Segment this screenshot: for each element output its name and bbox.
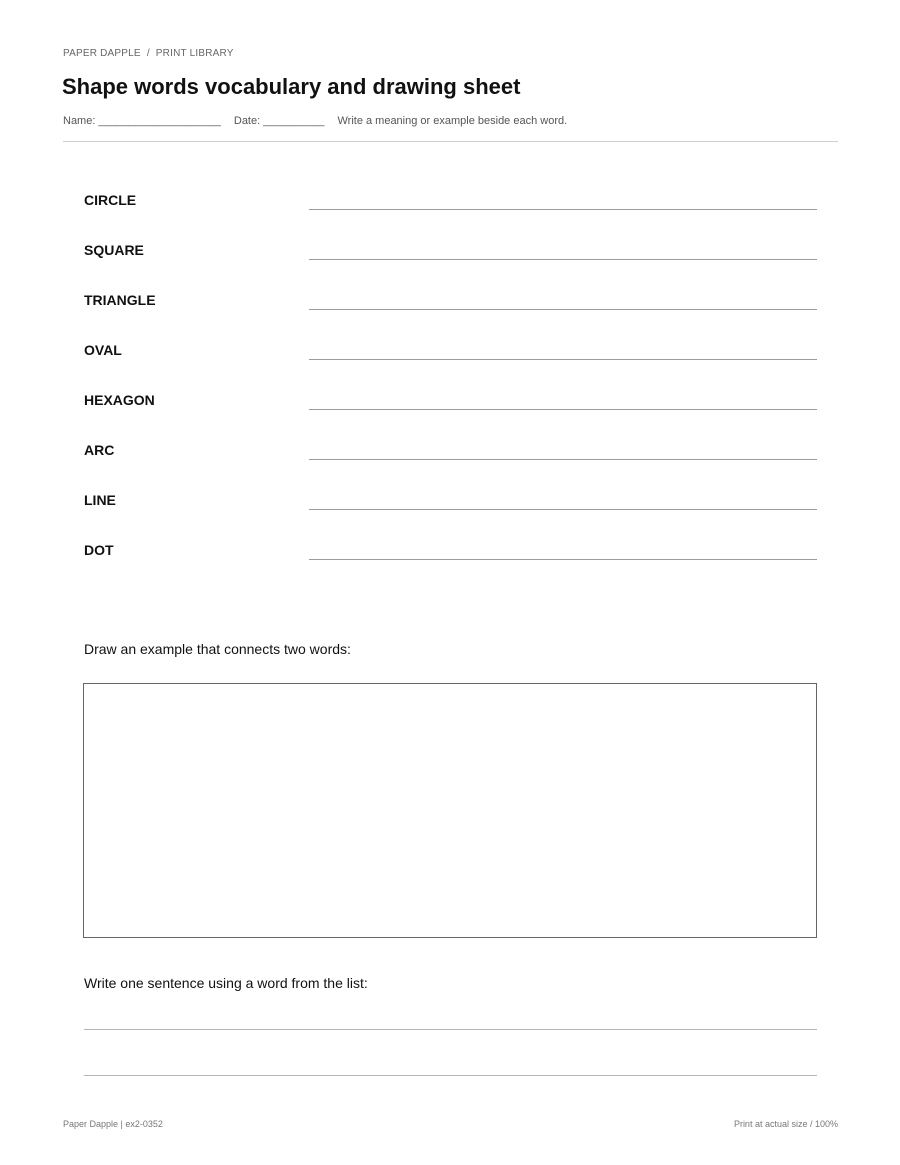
- brand-label: PAPER DAPPLE: [63, 48, 141, 59]
- meta-row: [63, 115, 577, 127]
- vocab-row: [84, 442, 817, 472]
- vocab-row: [84, 542, 817, 572]
- vocab-word: TRIANGLE: [84, 292, 156, 308]
- page-title: Shape words vocabulary and drawing sheet: [62, 74, 521, 99]
- answer-line: [309, 359, 817, 360]
- vocab-word: LINE: [84, 492, 116, 508]
- name-field: Name: ____________________: [63, 115, 221, 127]
- answer-line: [309, 559, 817, 560]
- vocab-word: ARC: [84, 442, 115, 458]
- breadcrumb: [63, 48, 234, 59]
- answer-line: [309, 309, 817, 310]
- vocab-word: SQUARE: [84, 242, 144, 258]
- section-label: PRINT LIBRARY: [155, 48, 234, 59]
- vocab-row: [84, 292, 817, 322]
- sentence-line: [84, 1075, 817, 1076]
- answer-line: [309, 409, 817, 410]
- breadcrumb-separator: /: [146, 48, 150, 59]
- sentence-prompt: Write one sentence using a word from the list:: [84, 975, 368, 991]
- date-field: Date: __________: [233, 115, 325, 127]
- answer-line: [309, 509, 817, 510]
- answer-line: [309, 209, 817, 210]
- drawing-prompt: Draw an example that connects two words:: [84, 641, 351, 657]
- answer-line: [309, 459, 817, 460]
- drawing-box: [83, 683, 817, 938]
- answer-line: [309, 259, 817, 260]
- sentence-line: [84, 1029, 817, 1030]
- vocab-word: HEXAGON: [84, 392, 155, 408]
- vocab-row: [84, 492, 817, 522]
- vocab-word: OVAL: [84, 342, 122, 358]
- vocab-word: DOT: [84, 542, 114, 558]
- instruction-text: Write a meaning or example beside each word.: [337, 115, 568, 127]
- footer-print-note: Print at actual size / 100%: [733, 1119, 838, 1129]
- footer-id: Paper Dapple | ex2-0352: [63, 1119, 163, 1129]
- vocab-row: [84, 392, 817, 422]
- vocab-row: [84, 342, 817, 372]
- header-divider: [63, 141, 838, 142]
- vocab-row: [84, 192, 817, 222]
- vocab-row: [84, 242, 817, 272]
- vocab-word: CIRCLE: [84, 192, 137, 208]
